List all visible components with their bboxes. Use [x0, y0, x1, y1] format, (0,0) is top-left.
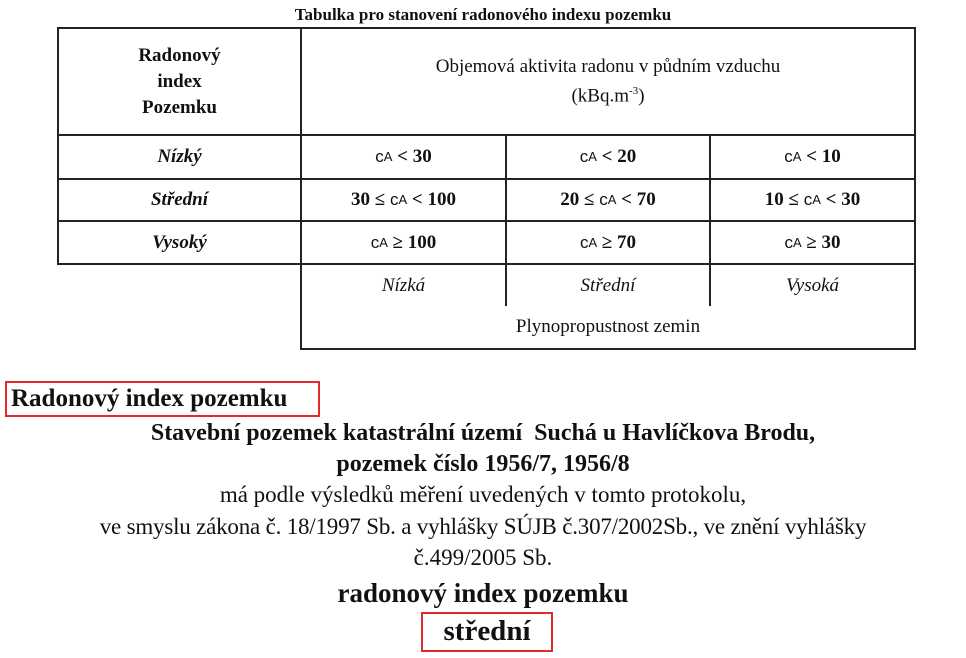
table-title: Tabulka pro stanovení radonového indexu pozemku — [294, 5, 672, 24]
table-cell: 10 ≤ c A < 30 — [764, 189, 861, 210]
table-cell: 20 ≤ c A < 70 — [560, 189, 656, 210]
result-value: střední — [443, 615, 531, 647]
activity-header — [302, 29, 914, 134]
permeability-level: Vysoká — [785, 274, 840, 296]
table-cell: c A < 10 — [784, 146, 841, 167]
table-cell: c A < 20 — [579, 146, 637, 167]
table-cell: c A ≥ 100 — [370, 231, 437, 253]
permeability-level: Nízká — [381, 274, 426, 296]
table-line — [914, 27, 916, 350]
result-label: radonový index pozemku — [337, 578, 629, 608]
paragraph-line-4: ve smyslu zákona č. 18/1997 Sb. a vyhlášky SÚJB č.307/2002Sb., ve znění vyhlášky — [99, 514, 867, 539]
row-label-stredni: Střední — [150, 189, 209, 210]
paragraph-line-2: pozemek číslo 1956/7, 1956/8 — [336, 451, 630, 477]
index-header-line: Pozemku — [142, 96, 217, 118]
paragraph-line-5: č.499/2005 Sb. — [413, 545, 553, 570]
activity-unit: $(kBq.m^{-3})$ — [571, 85, 645, 107]
table-cell: 30 ≤ c A < 100 — [351, 189, 456, 210]
paragraph-line-3: má podle výsledků měření uvedených v tomto protokolu, — [219, 482, 747, 507]
paragraph-line-1: Stavební pozemek katastrální území Suchá u Havlíčkova Brodu, — [150, 420, 816, 446]
activity-label: Objemová aktivita radonu v půdním vzduchu — [435, 56, 781, 78]
table-line — [300, 348, 916, 350]
permeability-level: Střední — [580, 274, 636, 296]
table-cell: c A < 30 — [375, 146, 432, 167]
table-cell: c A ≥ 70 — [579, 231, 637, 253]
table-cell: c A ≥ 30 — [784, 231, 841, 253]
index-header-line: index — [157, 70, 202, 92]
index-header-line: Radonový — [138, 44, 221, 66]
row-label-nizky: Nízký — [157, 146, 202, 167]
section-heading: Radonový index pozemku — [11, 385, 288, 412]
row-label-vysoky: Vysoký — [152, 231, 207, 253]
index-header — [59, 29, 300, 134]
permeability-label: Plynopropustnost zemin — [515, 316, 701, 337]
